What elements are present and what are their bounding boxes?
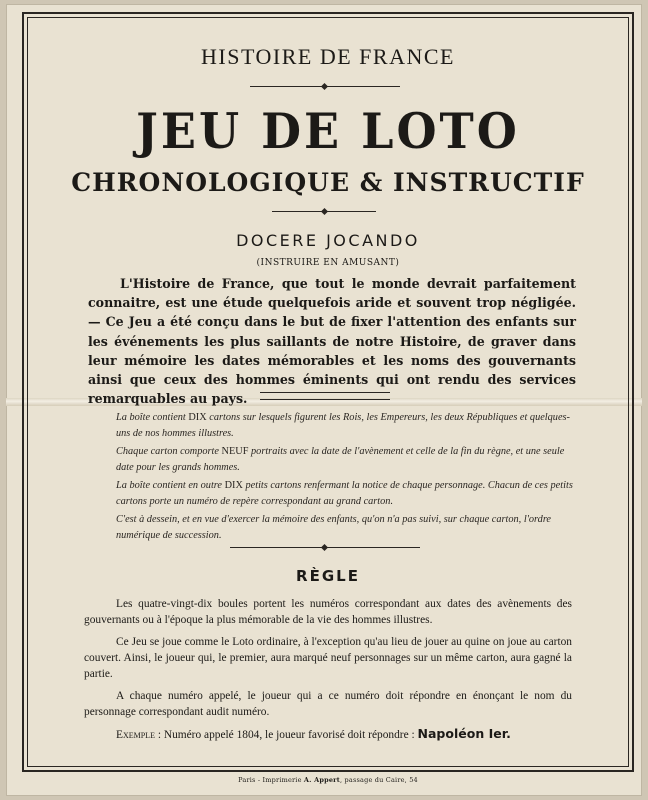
rule-paragraph: Les quatre-vingt-dix boules portent les numéros correspondant aux dates des avènements des gouvernants ou à l'époque la plus mémorable de la vie des hommes illustres. — [84, 598, 572, 626]
motto-translation: (INSTRUIRE EN AMUSANT) — [256, 258, 400, 268]
center-ornament — [260, 392, 390, 400]
main-title: JEU DE LOTO — [136, 102, 520, 160]
intro-paragraph: L'Histoire de France, que tout le monde devrait parfaitement connaitre, est une étude quelquefois aride et souvent trop négligée. — Ce Jeu a été conçu dans le but de fixer l'attention des enfants sur les événements les plus saillants de notre Histoire, de graver dans leur mémoire les dates mémorables et les noms des gouvernants ainsi que ceux des hommes éminents qui ont rendu des services remarquables au pays. — [88, 276, 576, 407]
series-heading: HISTOIRE DE FRANCE — [201, 44, 455, 69]
example-label: Exemple — [116, 729, 155, 741]
notes-section — [116, 410, 574, 546]
example-text: : Numéro appelé 1804, le joueur favorisé doit répondre : — [157, 729, 415, 741]
rules-heading: RÈGLE — [296, 567, 360, 585]
rule-paragraph: Ce Jeu se joue comme le Loto ordinaire, à l'exception qu'au lieu de jouer au quine on joue au carton couvert. Ainsi, le joueur qui, le premier, aura marqué neuf personnages sur un même carton, aura gagné la partie. — [84, 636, 572, 680]
printer-imprint: Paris - Imprimerie A. Appert, passage du Caire, 54 — [238, 776, 418, 784]
rule-paragraph: A chaque numéro appelé, le joueur qui a ce numéro doit répondre en énonçant le nom du personnage correspondant audit numéro. — [84, 690, 572, 718]
rules-section — [84, 596, 572, 749]
note-paragraph: La boîte contient DIX cartons sur lesquels figurent les Rois, les Empereurs, les deux Républiques et quelques-uns de nos hommes illustres. — [116, 412, 570, 439]
note-paragraph: Chaque carton comporte NEUF portraits avec la date de l'avènement et celle de la fin du règne, et une seule date pour les grands hommes. — [116, 446, 565, 473]
example-paragraph — [84, 726, 572, 743]
motto: DOCERE JOCANDO — [236, 231, 420, 250]
note-paragraph: La boîte contient en outre DIX petits cartons renfermant la notice de chaque personnage. Chacun de ces petits cartons porte un numéro de repère correspondant au grand carton. — [116, 480, 573, 507]
subtitle: CHRONOLOGIQUE & INSTRUCTIF — [71, 168, 585, 197]
example-answer: Napoléon Ier. — [417, 726, 511, 741]
note-paragraph: C'est à dessein, et en vue d'exercer la mémoire des enfants, qu'on n'a pas suivi, sur chaque carton, l'ordre numérique de succession. — [116, 514, 552, 541]
